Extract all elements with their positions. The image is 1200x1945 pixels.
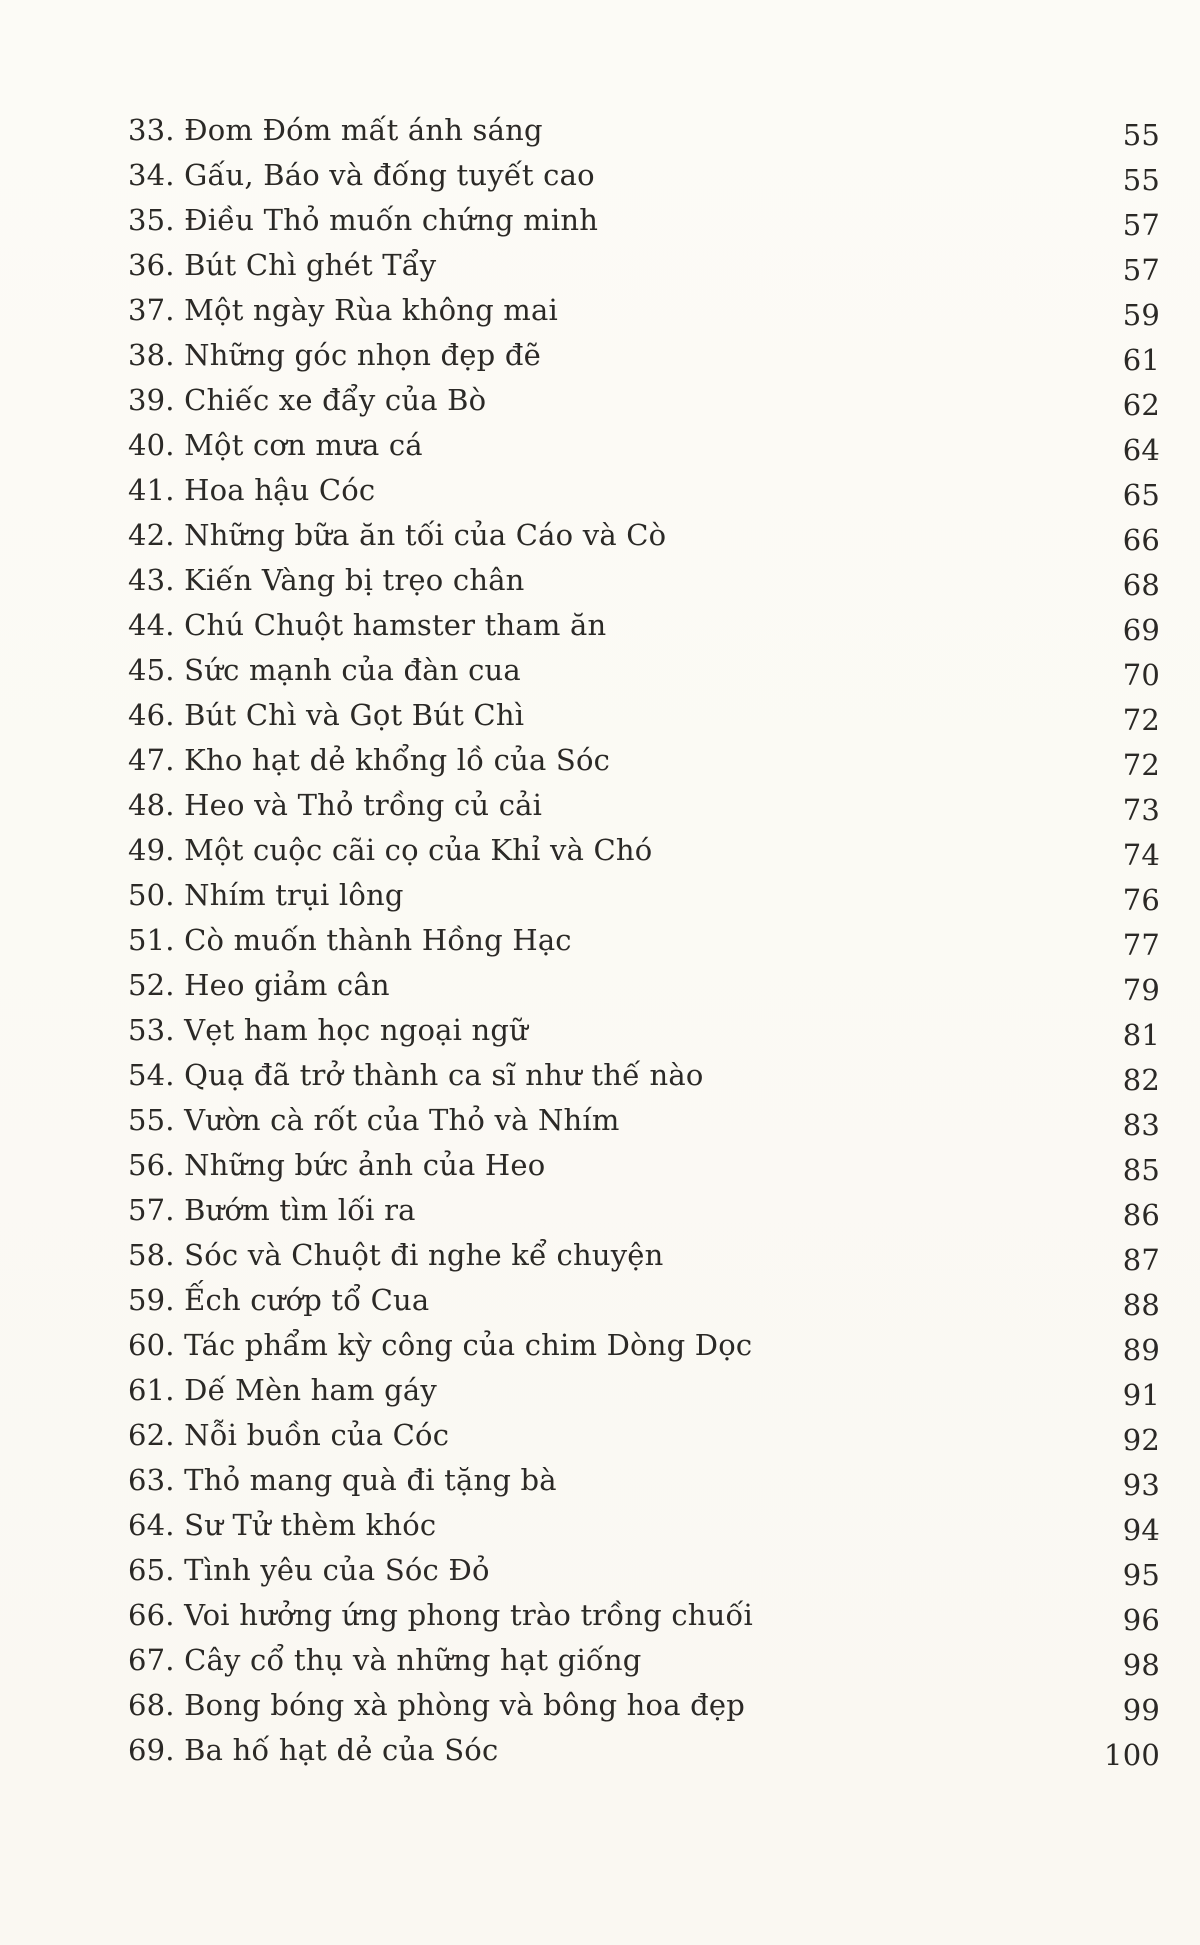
toc-entry (128, 603, 1160, 648)
toc-entry (128, 1143, 1160, 1188)
toc-entry-title: Điều Thỏ muốn chứng minh (184, 203, 599, 237)
toc-entry-title: Ếch cướp tổ Cua (184, 1283, 430, 1317)
toc-entry-page-number: 73 (1122, 793, 1160, 827)
toc-entry-number: 62. (128, 1418, 175, 1452)
toc-entry-number: 38. (128, 338, 175, 372)
toc-entry-page-number: 95 (1122, 1558, 1160, 1592)
toc-entry-title: Bút Chì và Gọt Bút Chì (184, 698, 525, 732)
toc-entry-page-number: 83 (1122, 1108, 1160, 1142)
toc-entry (128, 738, 1160, 783)
toc-entry-number: 56. (128, 1148, 175, 1182)
toc-entry-title: Chiếc xe đẩy của Bò (184, 383, 487, 417)
toc-entry-number: 40. (128, 428, 175, 462)
toc-entry-title: Nỗi buồn của Cóc (184, 1418, 450, 1452)
toc-entry-number: 43. (128, 563, 175, 597)
toc-entry-page-number: 59 (1122, 298, 1160, 332)
toc-entry (128, 198, 1160, 243)
toc-entry-title: Tình yêu của Sóc Đỏ (184, 1553, 490, 1587)
toc-entry-number: 66. (128, 1598, 175, 1632)
toc-entry (128, 963, 1160, 1008)
toc-entry-number: 53. (128, 1013, 175, 1047)
toc-entry (128, 243, 1160, 288)
toc-entry-number: 57. (128, 1193, 175, 1227)
toc-entry (128, 1413, 1160, 1458)
toc-entry-page-number: 65 (1122, 478, 1160, 512)
toc-entry-number: 36. (128, 248, 175, 282)
toc-entry-title: Vườn cà rốt của Thỏ và Nhím (184, 1103, 620, 1137)
toc-entry (128, 288, 1160, 333)
toc-entry-page-number: 86 (1122, 1198, 1160, 1232)
toc-entry-page-number: 74 (1122, 838, 1160, 872)
toc-entry-number: 64. (128, 1508, 175, 1542)
toc-entry-title: Quạ đã trở thành ca sĩ như thế nào (184, 1058, 704, 1092)
toc-entry-number: 48. (128, 788, 175, 822)
toc-entry (128, 1503, 1160, 1548)
toc-entry-title: Một ngày Rùa không mai (184, 293, 558, 327)
toc-entry-title: Sức mạnh của đàn cua (184, 653, 521, 687)
toc-entry-page-number: 66 (1122, 523, 1160, 557)
toc-entry (128, 333, 1160, 378)
toc-entry (128, 1323, 1160, 1368)
toc-entry (128, 1728, 1160, 1773)
toc-entry-number: 65. (128, 1553, 175, 1587)
toc-entry-number: 45. (128, 653, 175, 687)
toc-entry (128, 918, 1160, 963)
toc-entry-page-number: 89 (1122, 1333, 1160, 1367)
toc-entry-title: Cây cổ thụ và những hạt giống (184, 1643, 642, 1677)
toc-entry-number: 49. (128, 833, 175, 867)
toc-entry-page-number: 62 (1122, 388, 1160, 422)
toc-entry-page-number: 92 (1122, 1423, 1160, 1457)
toc-entry (128, 1053, 1160, 1098)
toc-entry-page-number: 81 (1122, 1018, 1160, 1052)
toc-entry-number: 61. (128, 1373, 175, 1407)
toc-entry-page-number: 61 (1122, 343, 1160, 377)
toc-entry (128, 1188, 1160, 1233)
toc-entry-number: 68. (128, 1688, 175, 1722)
toc-entry-title: Những bữa ăn tối của Cáo và Cò (184, 518, 667, 552)
toc-entry-page-number: 82 (1122, 1063, 1160, 1097)
toc-entry (128, 468, 1160, 513)
toc-entry-number: 58. (128, 1238, 175, 1272)
toc-entry (128, 1278, 1160, 1323)
toc-entry-page-number: 76 (1122, 883, 1160, 917)
toc-entry-title: Kiến Vàng bị trẹo chân (184, 563, 525, 597)
toc-entry-number: 55. (128, 1103, 175, 1137)
toc-entry-number: 33. (128, 113, 175, 147)
toc-entry-page-number: 96 (1122, 1603, 1160, 1637)
toc-entry-page-number: 98 (1122, 1648, 1160, 1682)
toc-entry-number: 47. (128, 743, 175, 777)
toc-entry-page-number: 68 (1122, 568, 1160, 602)
toc-entry (128, 1368, 1160, 1413)
toc-entry (128, 108, 1160, 153)
toc-entry-page-number: 93 (1122, 1468, 1160, 1502)
toc-entry-number: 54. (128, 1058, 175, 1092)
toc-entry-title: Bướm tìm lối ra (184, 1193, 416, 1227)
toc-entry (128, 378, 1160, 423)
toc-entry-page-number: 72 (1122, 748, 1160, 782)
toc-entry-page-number: 57 (1122, 253, 1160, 287)
toc-entry-number: 42. (128, 518, 175, 552)
toc-entry-title: Sư Tử thèm khóc (184, 1508, 437, 1542)
toc-entry (128, 153, 1160, 198)
toc-entry-number: 67. (128, 1643, 175, 1677)
toc-entry-page-number: 87 (1122, 1243, 1160, 1277)
toc-entry-title: Tác phẩm kỳ công của chim Dòng Dọc (184, 1328, 753, 1362)
toc-entry-title: Gấu, Báo và đống tuyết cao (184, 158, 595, 192)
toc-entry (128, 1548, 1160, 1593)
toc-entry-title: Hoa hậu Cóc (184, 473, 376, 507)
toc-entry (128, 1683, 1160, 1728)
toc-entry-page-number: 88 (1122, 1288, 1160, 1322)
toc-entry-number: 59. (128, 1283, 175, 1317)
toc-entry-page-number: 94 (1122, 1513, 1160, 1547)
toc-entry-number: 52. (128, 968, 175, 1002)
toc-entry-title: Bút Chì ghét Tẩy (184, 248, 437, 282)
toc-entry-page-number: 70 (1122, 658, 1160, 692)
toc-entry-title: Sóc và Chuột đi nghe kể chuyện (184, 1238, 664, 1272)
toc-entry-title: Heo và Thỏ trồng củ cải (184, 788, 543, 822)
toc-entry-page-number: 57 (1122, 208, 1160, 242)
toc-entry-page-number: 79 (1122, 973, 1160, 1007)
toc-entry-page-number: 91 (1122, 1378, 1160, 1412)
toc-entry-number: 51. (128, 923, 175, 957)
toc-entry-page-number: 64 (1122, 433, 1160, 467)
toc-entry-title: Một cuộc cãi cọ của Khỉ và Chó (184, 833, 653, 867)
toc-entry-title: Những bức ảnh của Heo (184, 1148, 546, 1182)
toc-entry-page-number: 99 (1122, 1693, 1160, 1727)
toc-entry-page-number: 72 (1122, 703, 1160, 737)
toc-entry (128, 1593, 1160, 1638)
toc-entry-title: Voi hưởng ứng phong trào trồng chuối (184, 1598, 753, 1632)
toc-entry-title: Vẹt ham học ngoại ngữ (184, 1013, 529, 1047)
toc-entry-number: 63. (128, 1463, 175, 1497)
toc-entry (128, 558, 1160, 603)
toc-entry-page-number: 69 (1122, 613, 1160, 647)
toc-entry-page-number: 55 (1122, 118, 1160, 152)
toc-entry-title: Chú Chuột hamster tham ăn (184, 608, 607, 642)
toc-entry-title: Thỏ mang quà đi tặng bà (184, 1463, 557, 1497)
toc-entry-title: Bong bóng xà phòng và bông hoa đẹp (184, 1688, 746, 1722)
toc-entry-title: Đom Đóm mất ánh sáng (184, 113, 543, 147)
toc-entry (128, 648, 1160, 693)
toc-entry-number: 60. (128, 1328, 175, 1362)
toc-entry (128, 1638, 1160, 1683)
toc-entry-number: 34. (128, 158, 175, 192)
toc-entry-title: Kho hạt dẻ khổng lồ của Sóc (184, 743, 611, 777)
toc-entry-number: 50. (128, 878, 175, 912)
toc-entry (128, 1233, 1160, 1278)
toc-entry-page-number: 100 (1104, 1738, 1160, 1772)
toc-entry (128, 1008, 1160, 1053)
toc-entry (128, 693, 1160, 738)
toc-entry-title: Nhím trụi lông (184, 878, 404, 912)
toc-entry-number: 44. (128, 608, 175, 642)
toc-entry (128, 828, 1160, 873)
toc-entry-title: Dế Mèn ham gáy (184, 1373, 437, 1407)
toc-entry-number: 69. (128, 1733, 175, 1767)
toc-entry-number: 46. (128, 698, 175, 732)
toc-entry-page-number: 77 (1122, 928, 1160, 962)
toc-entry (128, 1458, 1160, 1503)
toc-entry-number: 35. (128, 203, 175, 237)
toc-entry-number: 41. (128, 473, 175, 507)
toc-entry-page-number: 55 (1122, 163, 1160, 197)
toc-entry (128, 513, 1160, 558)
toc-entry (128, 1098, 1160, 1143)
toc-entry-number: 39. (128, 383, 175, 417)
table-of-contents (128, 108, 1160, 1773)
toc-entry (128, 873, 1160, 918)
toc-entry-title: Heo giảm cân (184, 968, 390, 1002)
toc-entry-title: Những góc nhọn đẹp đẽ (184, 338, 541, 372)
toc-entry-page-number: 85 (1122, 1153, 1160, 1187)
toc-entry (128, 783, 1160, 828)
toc-entry-title: Cò muốn thành Hồng Hạc (184, 923, 572, 957)
toc-entry (128, 423, 1160, 468)
toc-entry-title: Một cơn mưa cá (184, 428, 423, 462)
toc-entry-title: Ba hố hạt dẻ của Sóc (184, 1733, 499, 1767)
toc-entry-number: 37. (128, 293, 175, 327)
